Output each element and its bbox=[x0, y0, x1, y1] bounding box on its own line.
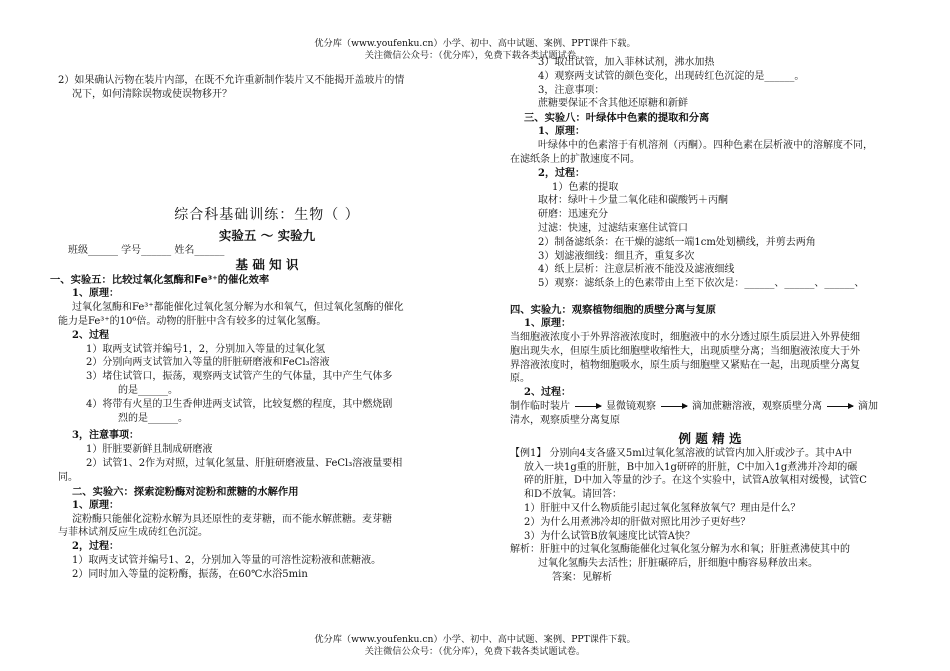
exp8-principle-text: 在滤纸条上的扩散速度不同。 bbox=[510, 153, 640, 165]
exp6-note: 蔗糖要保证不含其他还原糖和新鲜 bbox=[538, 98, 688, 110]
exp6-step: 3）取出试管，加入菲林试剂，沸水加热 bbox=[538, 57, 715, 68]
example-text: 【例1】 分别向4支各盛又5ml过氧化氢溶液的试管内加入肝或沙子。其中A中 bbox=[510, 447, 853, 459]
flow-step: 显微镜观察 bbox=[606, 400, 656, 412]
exp8-step: 过滤：快速，过滤结束塞住试管口 bbox=[538, 222, 688, 234]
footer-line-1: 优分库（www.youfenku.cn）小学、初中、高中试题、案例、PPT课件下载。 bbox=[314, 634, 636, 645]
flow-step: 滴加 bbox=[858, 400, 878, 412]
header-line-1: 优分库（www.youfenku.cn）小学、初中、高中试题、案例、PPT课件下载。 bbox=[314, 38, 636, 49]
example-question: 2）为什么用煮沸冷却的肝做对照比用沙子更好些？ bbox=[524, 516, 751, 528]
exp6-principle-text: 与菲林试剂反应生成砖红色沉淀。 bbox=[58, 527, 208, 539]
exp9-principle-text: 原。 bbox=[510, 373, 530, 385]
exp8-step: 2）制备滤纸条：在干燥的滤纸一端1cm处划横线，并剪去两角 bbox=[538, 236, 816, 248]
exp8-principle-label: 1、原理： bbox=[538, 126, 585, 138]
exp8-process-label: 2，过程： bbox=[538, 167, 585, 179]
flow-step: 滴加蔗糖溶液，观察质壁分离 bbox=[692, 400, 822, 412]
exp5-notes-label: 3，注意事项： bbox=[72, 430, 139, 442]
exp9-process-label: 2、过程： bbox=[524, 387, 571, 399]
worksheet-title: 综合科基础训练：生物（ ） bbox=[174, 206, 360, 223]
exp8-step: 5）观察：滤纸条上的色素带由上至下依次是：______、______、______、 bbox=[538, 278, 865, 290]
section-basics-heading: 基 础 知 识 bbox=[235, 256, 299, 272]
exp8-step: 研磨：迅速充分 bbox=[538, 209, 608, 221]
exp6-principle-text: 淀粉酶只能催化淀粉水解为具还原性的麦芽糖，而不能水解蔗糖。麦芽糖 bbox=[72, 513, 392, 525]
exp5-heading: 一、实验五：比较过氧化氢酶和Fe³⁺的催化效率 bbox=[50, 274, 270, 287]
arrow-right-icon bbox=[575, 406, 601, 407]
example-text: 放入一块1g重的肝脏，B中加入1g研碎的肝脏，C中加入1g煮沸并冷却的碾 bbox=[524, 461, 858, 473]
exp5-step: 1）取两支试管并编号1，2，分别加入等量的过氧化氢 bbox=[86, 343, 326, 355]
header-line-2: 关注微信公众号：（优分库），免费下载各类试题试卷。 bbox=[364, 50, 586, 62]
arrow-right-icon bbox=[827, 406, 853, 407]
exp8-heading: 三、实验八：叶绿体中色素的提取和分离 bbox=[524, 112, 710, 125]
student-info-line: 班级______ 学号______ 姓名______ bbox=[68, 245, 225, 257]
exp6-process-label: 2，过程： bbox=[72, 541, 119, 553]
exp5-note: 同。 bbox=[58, 471, 78, 483]
question-text: 2）如果确认污物在装片内部，在既不允许重新制作装片又不能揭开盖玻片的情 bbox=[58, 75, 405, 86]
page-footer bbox=[0, 634, 950, 659]
exp9-process-flow bbox=[510, 400, 910, 414]
exp9-principle-text: 胞出现失水，但原生质比细胞壁收缩性大，出现质壁分离；当细胞液浓度大于外 bbox=[510, 345, 860, 357]
example-text: 碎的肝脏，D中加入等量的沙子。在这个实验中，试管A放氧相对缓慢，试管C bbox=[524, 475, 867, 487]
right-column bbox=[510, 56, 910, 585]
exp5-step: 4）将带有火星的卫生香伸进两支试管，比较复燃的程度，其中燃烧剧 bbox=[86, 398, 393, 410]
exp5-principle-text: 能力是Fe³⁺的10⁶倍。动物的肝脏中含有较多的过氧化氢酶。 bbox=[58, 316, 327, 327]
footer-line-2: 关注微信公众号：（优分库），免费下载各类试题试卷。 bbox=[364, 646, 586, 658]
exp6-heading: 二、实验六：探索淀粉酶对淀粉和蔗糖的水解作用 bbox=[72, 485, 299, 498]
example-question: 3）为什么试管B放氧速度比试管A快？ bbox=[524, 530, 695, 542]
exp5-process-label: 2、过程 bbox=[72, 329, 109, 341]
exp5-note: 1）肝脏要新鲜且制成研磨液 bbox=[86, 444, 213, 456]
examples-heading: 例 题 精 选 bbox=[678, 430, 742, 446]
exp9-heading: 四、实验九：观察植物细胞的质壁分离与复原 bbox=[510, 303, 716, 316]
exp8-step: 4）纸上层析：注意层析液不能没及滤液细线 bbox=[538, 264, 735, 276]
exp5-note: 2）试管1、2作为对照，过氧化氢量、肝脏研磨液量、FeCl₃溶液量要相 bbox=[86, 457, 403, 469]
exp5-principle-text: 过氧化氢酶和Fe³⁺都能催化过氧化氢分解为水和氧气，但过氧化氢酶的催化 bbox=[72, 302, 404, 314]
example-analysis: 过氧化氢酶失去活性；肝脏碾碎后，肝细胞中酶容易释放出来。 bbox=[538, 558, 818, 570]
example-text: 和D不放氧。请回答： bbox=[524, 489, 623, 501]
exp6-step: 2）同时加入等量的淀粉酶，振荡，在60℃水浴5min bbox=[72, 568, 308, 580]
exp9-principle-text: 界溶液浓度时，植物细胞吸水，原生质与细胞壁又紧贴在一起，出现质壁分离复 bbox=[510, 359, 860, 371]
exp9-principle-text: 当细胞液浓度小于外界溶液浓度时，细胞液中的水分透过原生质层进入外界使细 bbox=[510, 331, 860, 343]
example-analysis: 解析：肝脏中的过氧化氢酶能催化过氧化氢分解为水和氧；肝脏煮沸使其中的 bbox=[510, 544, 850, 556]
exp5-step: 的是______。 bbox=[118, 384, 178, 396]
flow-step: 清水，观察质壁分离复原 bbox=[510, 414, 620, 426]
exp8-step: 3）划滤液细线：细且齐，重复多次 bbox=[538, 250, 695, 262]
worksheet-subtitle: 实验五 ～ 实验九 bbox=[218, 227, 316, 243]
flow-step: 制作临时装片 bbox=[510, 400, 570, 412]
exp6-principle-label: 1、原理： bbox=[72, 499, 119, 511]
exp5-step: 2）分别向两支试管加入等量的肝脏研磨液和FeCl₃溶液 bbox=[86, 357, 330, 369]
question-text: 况下，如何清除误物或使误物移开？ bbox=[72, 88, 232, 100]
exp6-notes-label: 3，注意事项： bbox=[538, 84, 605, 96]
exp8-principle-text: 叶绿体中的色素溶于有机溶剂（丙酮）。四种色素在层析液中的溶解度不同， bbox=[538, 140, 873, 152]
arrow-right-icon bbox=[661, 406, 687, 407]
exp8-step: 取材：绿叶＋少量二氧化硅和碳酸钙＋丙酮 bbox=[538, 195, 728, 207]
exp8-step: 1）色素的提取 bbox=[552, 181, 619, 193]
example-question: 1）肝脏中又什么物质能引起过氧化氢释放氧气？理由是什么？ bbox=[524, 502, 801, 514]
exp9-principle-label: 1、原理： bbox=[524, 318, 571, 330]
exp5-step: 3）堵住试管口，振荡，观察两支试管产生的气体量，其中产生气体多 bbox=[86, 371, 393, 383]
left-column bbox=[50, 58, 476, 582]
example-answer: 答案：见解析 bbox=[552, 571, 612, 583]
exp5-principle-label: 1、原理： bbox=[72, 288, 119, 300]
exp6-step: 1）取两支试管并编号1、2，分别加入等量的可溶性淀粉液和蔗糖液。 bbox=[72, 554, 382, 566]
exp5-step: 烈的是______。 bbox=[118, 412, 188, 424]
exp6-step: 4）观察两支试管的颜色变化，出现砖红色沉淀的是______。 bbox=[538, 70, 805, 82]
